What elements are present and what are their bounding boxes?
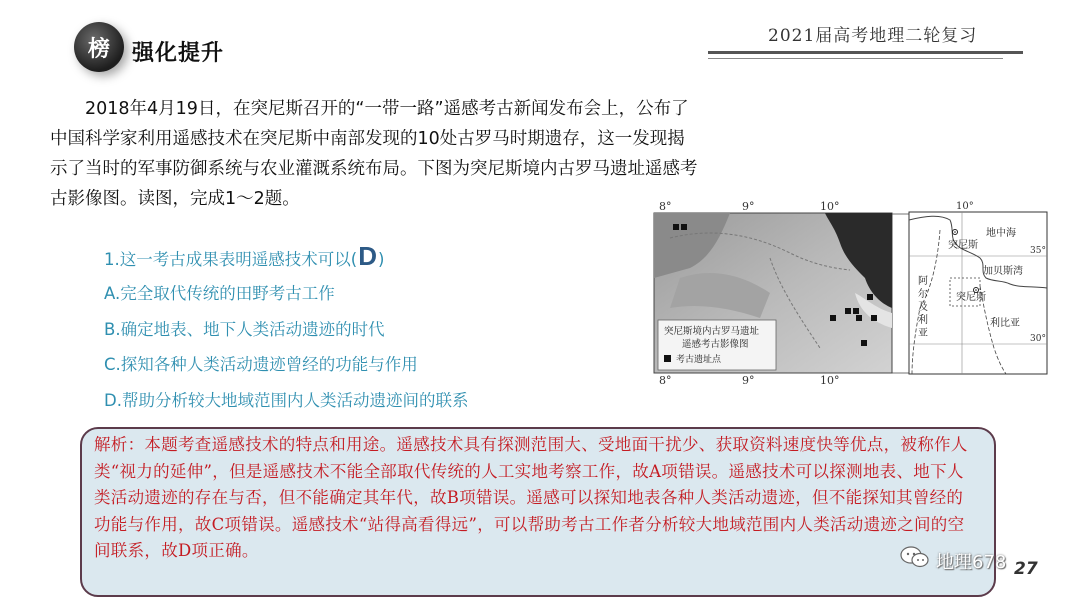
inset-country-label: 突尼斯	[956, 292, 986, 303]
site-marker	[856, 315, 862, 321]
section-title: 强化提升	[132, 41, 225, 66]
inset-lon-label: 10°	[956, 201, 974, 212]
option-b[interactable]: B.确定地表、地下人类活动遗迹的时代	[104, 320, 385, 339]
section-logo-icon: 榜	[74, 22, 124, 72]
site-marker	[853, 308, 859, 314]
legend-marker-icon	[664, 355, 671, 362]
inset-algeria-3: 及	[918, 302, 928, 313]
inset-city1-label: 突尼斯	[948, 240, 978, 251]
inset-algeria-2: 尔	[918, 289, 928, 300]
inset-gulf-label: 加贝斯湾	[983, 266, 1023, 277]
lon-tick-bottom-8: 8°	[659, 374, 672, 387]
map-caption-line1: 突尼斯境内古罗马遗址	[664, 326, 760, 337]
lon-tick-top-8: 8°	[659, 200, 672, 213]
header-divider-thin	[708, 58, 1003, 59]
site-marker	[861, 340, 867, 346]
header-divider	[708, 51, 1023, 54]
option-a[interactable]: A.完全取代传统的田野考古工作	[104, 284, 335, 303]
inset-lat-bottom: 30°	[1030, 334, 1046, 344]
inset-algeria-5: 亚	[918, 328, 928, 339]
question-stem-text: 1.这一考古成果表明遥感技术可以(	[104, 250, 358, 269]
question-stem	[104, 241, 384, 272]
site-marker	[867, 294, 873, 300]
intro-paragraph: 2018年4月19日，在突尼斯召开的“一带一路”遥感考古新闻发布会上，公布了中国科学家利用遥感技术在突尼斯中南部发现的10处古罗马时期遗存，这一发现揭示了当时的军事防御系统与农业灌溉系统布局。下图为突尼斯境内古罗马遗址遥感考古影像图。读图，完成1～2题。	[50, 99, 698, 209]
remote-sensing-map	[650, 198, 1055, 388]
lon-tick-top-10: 10°	[820, 200, 840, 213]
lon-tick-bottom-9: 9°	[742, 374, 755, 387]
option-c[interactable]: C.探知各种人类活动遗迹曾经的功能与作用	[104, 355, 418, 374]
analysis-text: 解析：本题考查遥感技术的特点和用途。遥感技术具有探测范围大、受地面干扰少、获取资料速度快等优点，被称作人类“视力的延伸”，但是遥感技术不能全部取代传统的人工实地考察工作，故A项错误。遥感技术可以探测地表、地下人类活动遗迹的存在与否，但不能确定其年代，故B项错误。遥感可以探知地表各种人类活动遗迹，但不能探知其曾经的功能与作用，故C项错误。遥感技术“站得高看得远”，可以帮助考古工作者分析较大地域范围内人类活动遗迹之间的空间联系，故D项正确。	[94, 435, 968, 560]
site-marker	[681, 224, 687, 230]
lon-tick-bottom-10: 10°	[820, 374, 840, 387]
course-title: 2021届高考地理二轮复习	[768, 26, 978, 46]
site-marker	[673, 224, 679, 230]
map-caption-line2: 遥感考古影像图	[682, 339, 749, 350]
answer-mark: D	[358, 241, 377, 271]
wechat-icon	[900, 545, 930, 569]
inset-libya-label: 利比亚	[990, 318, 1020, 329]
site-marker	[871, 315, 877, 321]
inset-algeria-4: 利	[918, 315, 928, 326]
lon-tick-top-9: 9°	[742, 200, 755, 213]
question-stem-close: )	[377, 250, 385, 269]
legend-label: 考古遗址点	[676, 355, 722, 365]
page-number: 27	[1014, 559, 1038, 579]
inset-algeria-1: 阿	[918, 276, 928, 287]
option-d[interactable]: D.帮助分析较大地域范围内人类活动遗迹间的联系	[104, 391, 469, 410]
site-marker	[845, 308, 851, 314]
watermark-text: 地理678	[936, 552, 1007, 573]
site-marker	[830, 315, 836, 321]
inset-lat-top: 35°	[1030, 246, 1046, 256]
inset-sea-label: 地中海	[986, 228, 1016, 239]
